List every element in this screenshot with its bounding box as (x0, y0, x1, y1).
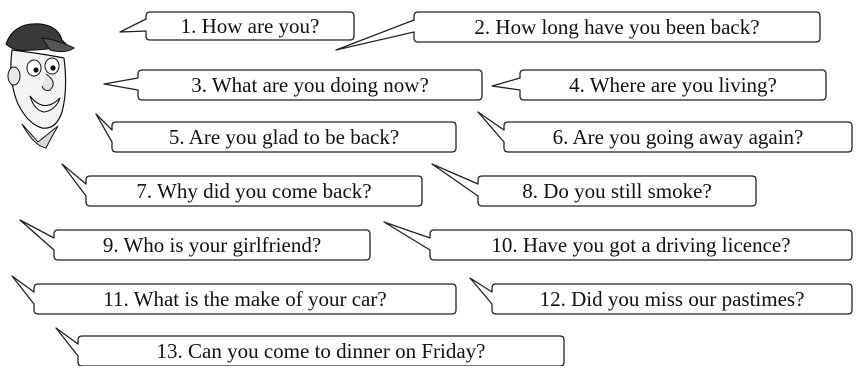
speech-bubble (104, 70, 482, 100)
question-text: 10. Have you got a driving licence? (491, 233, 791, 257)
question-text: 5. Are you glad to be back? (168, 125, 400, 149)
question-text: 4. Where are you living? (569, 73, 777, 97)
speech-bubble (336, 12, 820, 50)
speech-bubble (96, 114, 456, 152)
question-text: 7. Why did you come back? (136, 179, 372, 203)
question-text: 3. What are you doing now? (191, 73, 429, 97)
question-text: 2. How long have you been back? (474, 15, 760, 39)
speech-bubble (470, 278, 852, 314)
speech-bubble (120, 12, 354, 40)
question-text: 11. What is the make of your car? (103, 287, 387, 311)
speech-bubble (432, 164, 756, 206)
question-text: 12. Did you miss our pastimes? (539, 287, 805, 311)
speech-bubble (56, 328, 564, 366)
speech-bubble (384, 222, 852, 260)
question-text: 13. Can you come to dinner on Friday? (156, 339, 486, 363)
speech-bubble (478, 112, 852, 152)
question-text: 9. Who is your girlfriend? (102, 233, 322, 257)
speech-bubble (12, 276, 456, 314)
speech-bubble (492, 70, 826, 100)
question-text: 1. How are you? (180, 14, 320, 38)
cartoon-man-with-cap-icon (6, 24, 74, 148)
speech-bubble (62, 164, 422, 206)
question-text: 8. Do you still smoke? (522, 179, 712, 203)
question-text: 6. Are you going away again? (552, 125, 804, 149)
speech-bubble (20, 220, 370, 260)
